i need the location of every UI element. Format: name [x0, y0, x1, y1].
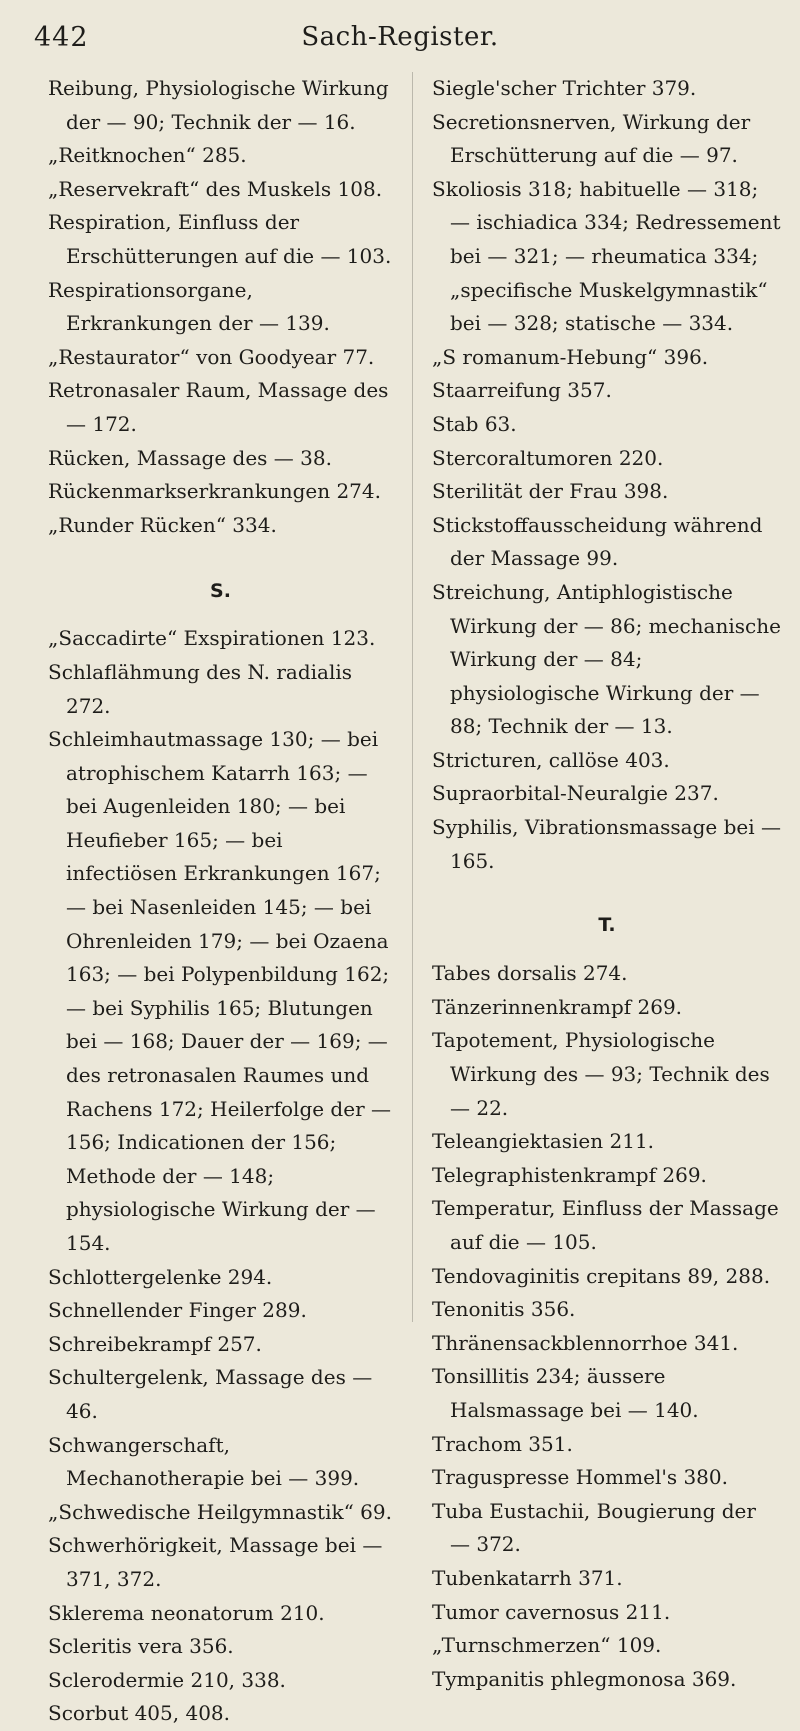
- index-entry: „Saccadirte“ Exspirationen 123.: [48, 626, 376, 651]
- index-entry: „Schwedische Heilgymnastik“ 69.: [48, 1499, 392, 1524]
- index-column-right: [432, 72, 782, 1696]
- index-entry: Retronasaler Raum, Massage des — 172.: [48, 378, 389, 436]
- index-entry: Schnellender Finger 289.: [48, 1298, 307, 1323]
- index-entry: Reibung, Physiologische Wirkung der — 90; Technik der — 16.: [48, 76, 389, 134]
- index-entry: Trachom 351.: [432, 1431, 573, 1456]
- index-entry: Tenonitis 356.: [432, 1297, 576, 1322]
- index-entry: Schwangerschaft, Mechanotherapie bei — 399.: [48, 1432, 360, 1491]
- index-entry: Tendovaginitis crepitans 89, 288.: [432, 1263, 771, 1288]
- section-letter-s: S.: [210, 580, 231, 603]
- index-entry: Schwerhörigkeit, Massage bei — 371, 372.: [48, 1533, 383, 1591]
- index-entry: Stickstoffausscheidung während der Massage 99.: [432, 512, 763, 571]
- index-entry: Stricturen, callöse 403.: [432, 747, 670, 772]
- index-entry: Teleangiektasien 211.: [432, 1129, 655, 1154]
- column-divider: [412, 72, 413, 1322]
- index-column-left: [48, 72, 393, 1731]
- index-entry: Tabes dorsalis 274.: [432, 961, 628, 986]
- index-entry: Tubenkatarrh 371.: [432, 1565, 623, 1590]
- index-entry: Sterilität der Frau 398.: [432, 479, 669, 504]
- index-entry: Respiration, Einfluss der Erschütterungen auf die — 103.: [48, 210, 392, 268]
- page-number: 442: [34, 22, 89, 53]
- index-entry: Scorbut 405, 408.: [48, 1701, 231, 1726]
- index-entry: Stab 63.: [432, 411, 517, 436]
- index-entry: Respirationsorgane, Erkrankungen der — 139.: [48, 277, 330, 336]
- index-entry: Staarreifung 357.: [432, 378, 612, 403]
- index-entry: Siegle'scher Trichter 379.: [432, 76, 697, 100]
- index-entry: „Turnschmerzen“ 109.: [432, 1633, 662, 1658]
- entries-s-continued: [432, 72, 782, 878]
- index-entry: Schlaflähmung des N. radialis 272.: [48, 659, 352, 718]
- index-entry: Schreibekrampf 257.: [48, 1331, 262, 1356]
- index-entry: „Runder Rücken“ 334.: [48, 512, 277, 537]
- index-entry: Traguspresse Hommel's 380.: [432, 1465, 728, 1490]
- index-entry: „Restaurator“ von Goodyear 77.: [48, 344, 375, 369]
- index-entry: Streichung, Antiphlogistische Wirkung der — 86; mechanische Wirkung der — 84; physiologische Wirkung der — 88; Technik der — 13.: [432, 579, 781, 739]
- index-entry: Tumor cavernosus 211.: [432, 1599, 671, 1624]
- index-entry: Tapotement, Physiologische Wirkung des — 93; Technik des — 22.: [432, 1028, 770, 1120]
- entries-r: [48, 72, 393, 542]
- index-entry: Secretionsnerven, Wirkung der Erschütterung auf die — 97.: [432, 109, 751, 168]
- index-entry: Schlottergelenke 294.: [48, 1264, 273, 1289]
- index-entry: Tonsillitis 234; äussere Halsmassage bei — 140.: [432, 1364, 699, 1422]
- entries-t: [432, 957, 782, 1696]
- index-entry: Sclerodermie 210, 338.: [48, 1667, 286, 1692]
- index-entry: Skoliosis 318; habituelle — 318; — ischiadica 334; Redressement bei — 321; — rheumatica 334; „specifische Muskelgymnastik“ bei — 328; statische — 334.: [432, 176, 781, 336]
- index-entry: Schultergelenk, Massage des — 46.: [48, 1365, 373, 1423]
- index-entry: „Reitknochen“ 285.: [48, 143, 247, 168]
- index-entry: Schleimhautmassage 130; — bei atrophischem Katarrh 163; — bei Augenleiden 180; — bei Heufieber 165; — bei infectiösen Erkrankungen 167; — bei Nasenleiden 145; — bei Ohrenleiden 179; — bei Ozaena 163; — bei Polypenbildung 162; — bei Syphilis 165; Blutungen bei — 168; Dauer der — 169; — des retronasalen Raumes und Rachens 172; Heilerfolge der — 156; Indicationen der 156; Methode der — 148; physiologische Wirkung der — 154.: [48, 727, 391, 1255]
- index-entry: Thränensackblennorrhoe 341.: [432, 1330, 739, 1355]
- index-entry: Tympanitis phlegmonosa 369.: [432, 1666, 737, 1691]
- index-entry: Temperatur, Einfluss der Massage auf die — 105.: [432, 1196, 779, 1254]
- index-entry: Tuba Eustachii, Bougierung der — 372.: [432, 1498, 756, 1557]
- index-entry: Telegraphistenkrampf 269.: [432, 1162, 707, 1187]
- running-title: Sach-Register.: [301, 22, 499, 52]
- section-letter-t: T.: [598, 914, 616, 937]
- index-entry: Supraorbital-Neuralgie 237.: [432, 781, 719, 806]
- index-entry: Rückenmarkserkrankungen 274.: [48, 479, 381, 504]
- index-entry: Stercoraltumoren 220.: [432, 445, 664, 470]
- index-entry: Scleritis vera 356.: [48, 1634, 234, 1659]
- index-entry: Tänzerinnenkrampf 269.: [432, 994, 683, 1019]
- index-entry: Syphilis, Vibrationsmassage bei — 165.: [432, 815, 781, 873]
- index-entry: „Reservekraft“ des Muskels 108.: [48, 176, 383, 201]
- entries-s: [48, 622, 393, 1731]
- index-entry: „S romanum-Hebung“ 396.: [432, 344, 709, 369]
- index-entry: Rücken, Massage des — 38.: [48, 445, 332, 470]
- page-header: [0, 22, 800, 62]
- index-entry: Sklerema neonatorum 210.: [48, 1600, 325, 1625]
